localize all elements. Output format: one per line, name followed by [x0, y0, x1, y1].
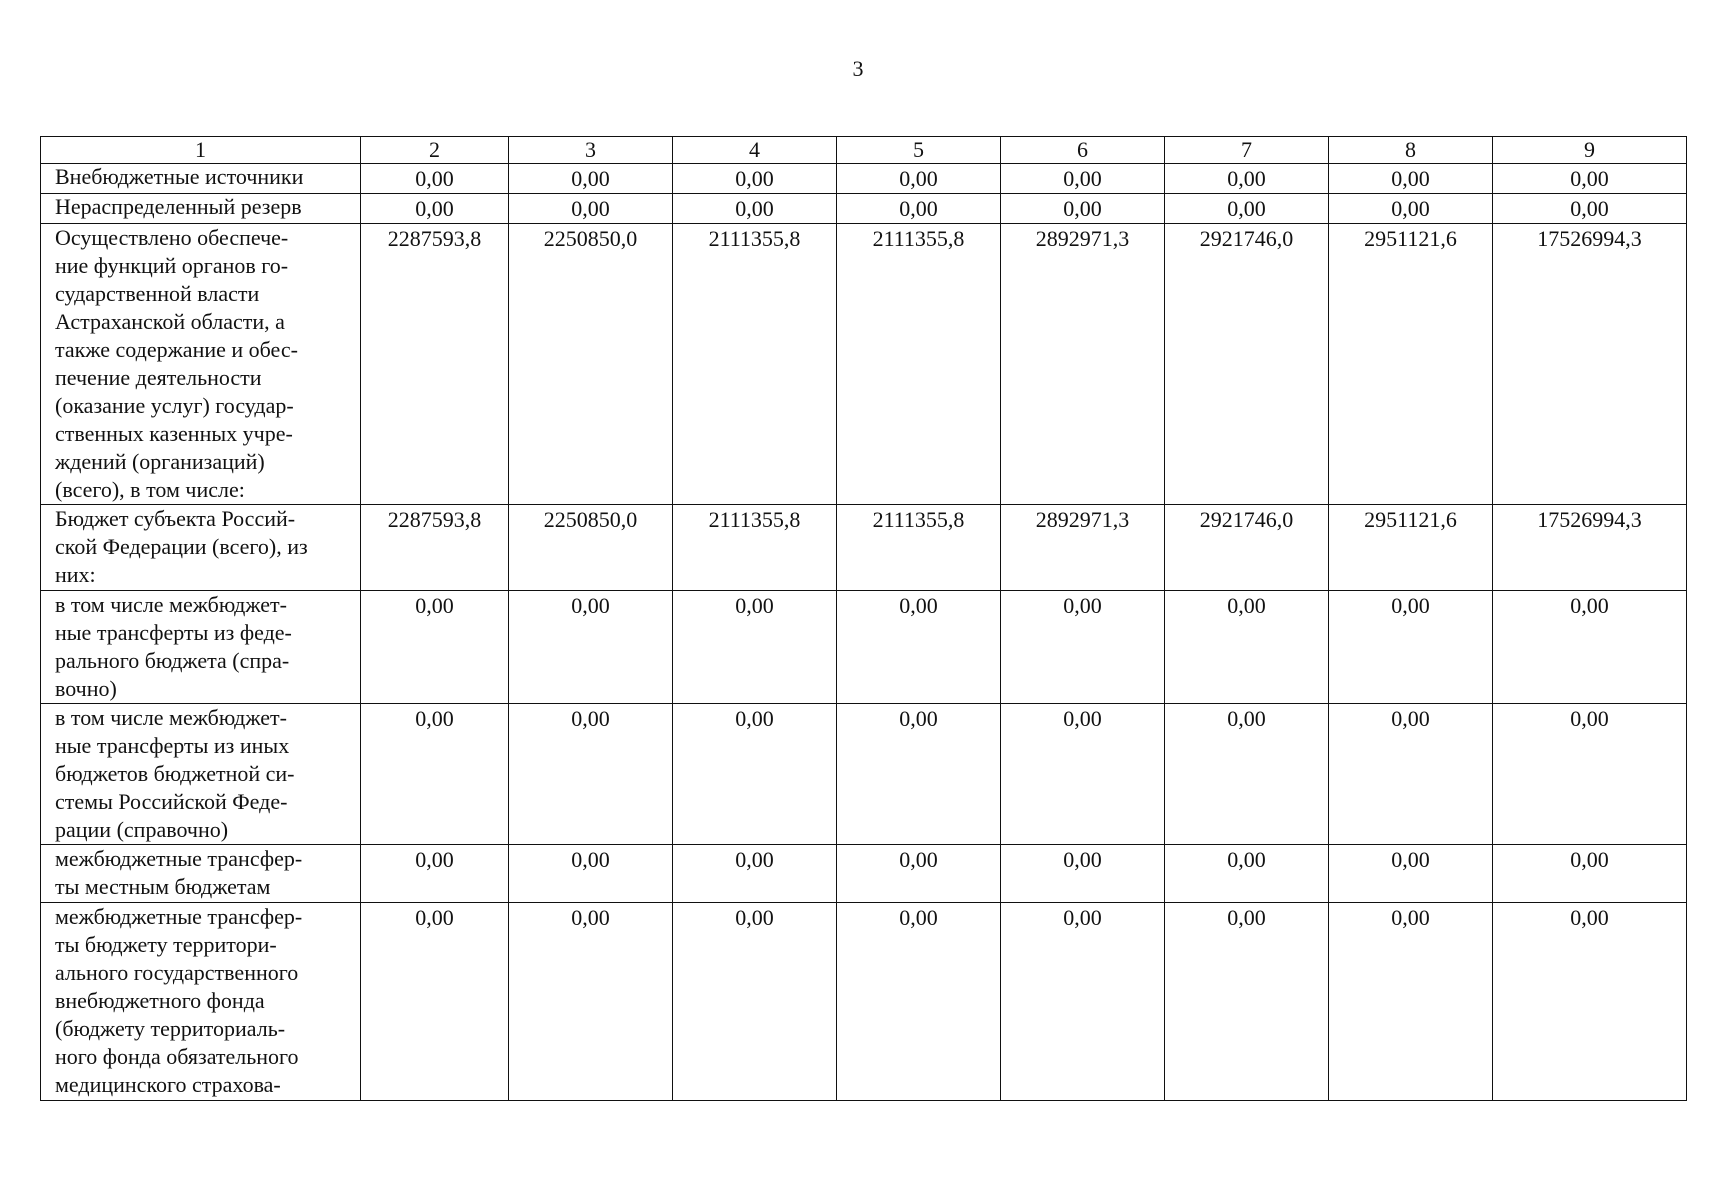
column-header: 3: [509, 137, 673, 164]
cell-value: 0,00: [1570, 706, 1609, 731]
cell-value: 0,00: [1570, 166, 1609, 191]
cell-value: 2250850,0: [543, 507, 638, 532]
value-cell: [1329, 505, 1493, 591]
value-cell: [1329, 591, 1493, 704]
cell-value: 0,00: [735, 166, 774, 191]
table-row: [41, 164, 1687, 194]
value-cell: [509, 845, 673, 903]
cell-value: 0,00: [415, 847, 454, 872]
value-cell: [1493, 164, 1687, 194]
value-cell: [1329, 903, 1493, 1101]
value-cell: [1329, 224, 1493, 505]
value-cell: [1001, 224, 1165, 505]
cell-value: 0,00: [1570, 847, 1609, 872]
value-cell: [673, 224, 837, 505]
value-cell: [1493, 224, 1687, 505]
cell-value: 2892971,3: [1035, 226, 1130, 251]
column-header: 6: [1001, 137, 1165, 164]
cell-value: 0,00: [899, 593, 938, 618]
cell-value: 2111355,8: [872, 507, 965, 532]
cell-value: 0,00: [735, 706, 774, 731]
value-cell: [1001, 505, 1165, 591]
column-number-row: [41, 137, 1687, 164]
cell-value: 0,00: [1227, 196, 1266, 221]
value-cell: [1001, 903, 1165, 1101]
cell-value: 0,00: [571, 706, 610, 731]
page-number: 3: [852, 56, 864, 81]
cell-value: 0,00: [1570, 593, 1609, 618]
table-row: [41, 845, 1687, 903]
value-cell: [361, 164, 509, 194]
cell-value: 0,00: [1227, 166, 1266, 191]
value-cell: [361, 704, 509, 845]
value-cell: [361, 505, 509, 591]
value-cell: [837, 224, 1001, 505]
value-cell: [361, 845, 509, 903]
cell-value: 2892971,3: [1035, 507, 1130, 532]
value-cell: [673, 591, 837, 704]
value-cell: [1165, 591, 1329, 704]
value-cell: [1001, 194, 1165, 224]
cell-value: 0,00: [899, 847, 938, 872]
row-label: в том числе межбюджет- ные трансферты из феде- рального бюджета (спра- вочно): [41, 591, 361, 704]
table-row: [41, 505, 1687, 591]
row-label: межбюджетные трансфер- ты местным бюджетам: [41, 845, 361, 903]
cell-value: 0,00: [1227, 905, 1266, 930]
value-cell: [673, 194, 837, 224]
value-cell: [837, 591, 1001, 704]
value-cell: [509, 704, 673, 845]
cell-value: 0,00: [1391, 593, 1430, 618]
value-cell: [1493, 505, 1687, 591]
value-cell: [1493, 845, 1687, 903]
cell-value: 2287593,8: [387, 507, 482, 532]
cell-value: 2111355,8: [708, 507, 801, 532]
cell-value: 0,00: [1391, 847, 1430, 872]
value-cell: [837, 164, 1001, 194]
cell-value: 0,00: [571, 905, 610, 930]
cell-value: 0,00: [899, 196, 938, 221]
cell-value: 0,00: [1063, 196, 1102, 221]
value-cell: [509, 194, 673, 224]
cell-value: 2250850,0: [543, 226, 638, 251]
table-row: [41, 704, 1687, 845]
row-label: межбюджетные трансфер- ты бюджету территори- ального государственного внебюджетного фонда (бюджету территориаль- ного фонда обязательного медицинского страхова-: [41, 903, 361, 1101]
cell-value: 0,00: [415, 706, 454, 731]
cell-value: 0,00: [899, 706, 938, 731]
cell-value: 0,00: [735, 905, 774, 930]
value-cell: [1329, 704, 1493, 845]
value-cell: [1001, 704, 1165, 845]
cell-value: 0,00: [571, 196, 610, 221]
budget-table: [40, 136, 1687, 1101]
cell-value: 2111355,8: [708, 226, 801, 251]
value-cell: [1001, 591, 1165, 704]
cell-value: 0,00: [735, 593, 774, 618]
cell-value: 2951121,6: [1364, 507, 1457, 532]
cell-value: 0,00: [1227, 706, 1266, 731]
value-cell: [361, 224, 509, 505]
cell-value: 2921746,0: [1199, 226, 1294, 251]
cell-value: 0,00: [1063, 166, 1102, 191]
column-header: 9: [1493, 137, 1687, 164]
column-header: 5: [837, 137, 1001, 164]
column-header: 4: [673, 137, 837, 164]
cell-value: 0,00: [1391, 196, 1430, 221]
cell-value: 0,00: [735, 847, 774, 872]
value-cell: [837, 903, 1001, 1101]
row-label: Бюджет субъекта Россий- ской Федерации (всего), из них:: [41, 505, 361, 591]
value-cell: [673, 704, 837, 845]
row-label: Осуществлено обеспече- ние функций органов го- сударственной власти Астраханской области, а также содержание и обес- печение деятельности (оказание услуг) государ- ственных казенных учре- ждений (организаций) (всего), в том числе:: [41, 224, 361, 505]
cell-value: 0,00: [415, 905, 454, 930]
column-header: 8: [1329, 137, 1493, 164]
value-cell: [837, 505, 1001, 591]
cell-value: 0,00: [415, 593, 454, 618]
value-cell: [837, 704, 1001, 845]
value-cell: [1001, 845, 1165, 903]
cell-value: 17526994,3: [1537, 226, 1642, 251]
value-cell: [1165, 224, 1329, 505]
cell-value: 0,00: [735, 196, 774, 221]
value-cell: [1165, 903, 1329, 1101]
value-cell: [361, 591, 509, 704]
column-header: 7: [1165, 137, 1329, 164]
row-label: в том числе межбюджет- ные трансферты из иных бюджетов бюджетной си- стемы Российской Феде- рации (справочно): [41, 704, 361, 845]
value-cell: [1165, 505, 1329, 591]
value-cell: [1329, 194, 1493, 224]
value-cell: [673, 903, 837, 1101]
value-cell: [1329, 164, 1493, 194]
cell-value: 2921746,0: [1199, 507, 1294, 532]
cell-value: 2287593,8: [387, 226, 482, 251]
cell-value: 2951121,6: [1364, 226, 1457, 251]
cell-value: 0,00: [1063, 905, 1102, 930]
value-cell: [361, 194, 509, 224]
cell-value: 0,00: [571, 593, 610, 618]
value-cell: [1165, 194, 1329, 224]
column-header: 2: [361, 137, 509, 164]
value-cell: [1165, 164, 1329, 194]
value-cell: [673, 505, 837, 591]
value-cell: [1329, 845, 1493, 903]
table-row: [41, 224, 1687, 505]
cell-value: 0,00: [1227, 593, 1266, 618]
cell-value: 0,00: [1063, 593, 1102, 618]
value-cell: [837, 845, 1001, 903]
cell-value: 0,00: [899, 166, 938, 191]
cell-value: 0,00: [1063, 706, 1102, 731]
value-cell: [837, 194, 1001, 224]
value-cell: [1493, 194, 1687, 224]
value-cell: [1165, 845, 1329, 903]
value-cell: [1493, 903, 1687, 1101]
value-cell: [1001, 164, 1165, 194]
table-row: [41, 194, 1687, 224]
cell-value: 0,00: [1391, 706, 1430, 731]
cell-value: 0,00: [415, 166, 454, 191]
value-cell: [673, 845, 837, 903]
value-cell: [509, 505, 673, 591]
row-label: Внебюджетные источники: [41, 164, 361, 194]
cell-value: 0,00: [1391, 166, 1430, 191]
cell-value: 0,00: [1570, 196, 1609, 221]
table-row: [41, 591, 1687, 704]
cell-value: 0,00: [571, 847, 610, 872]
value-cell: [673, 164, 837, 194]
cell-value: 0,00: [571, 166, 610, 191]
value-cell: [1165, 704, 1329, 845]
value-cell: [1493, 704, 1687, 845]
value-cell: [509, 164, 673, 194]
cell-value: 2111355,8: [872, 226, 965, 251]
cell-value: 0,00: [415, 196, 454, 221]
table-row: [41, 903, 1687, 1101]
value-cell: [1493, 591, 1687, 704]
cell-value: 0,00: [899, 905, 938, 930]
value-cell: [509, 591, 673, 704]
value-cell: [509, 903, 673, 1101]
cell-value: 0,00: [1391, 905, 1430, 930]
cell-value: 0,00: [1227, 847, 1266, 872]
row-label: Нераспределенный резерв: [41, 194, 361, 224]
cell-value: 17526994,3: [1537, 507, 1642, 532]
column-header: 1: [41, 137, 361, 164]
value-cell: [361, 903, 509, 1101]
value-cell: [509, 224, 673, 505]
cell-value: 0,00: [1063, 847, 1102, 872]
cell-value: 0,00: [1570, 905, 1609, 930]
